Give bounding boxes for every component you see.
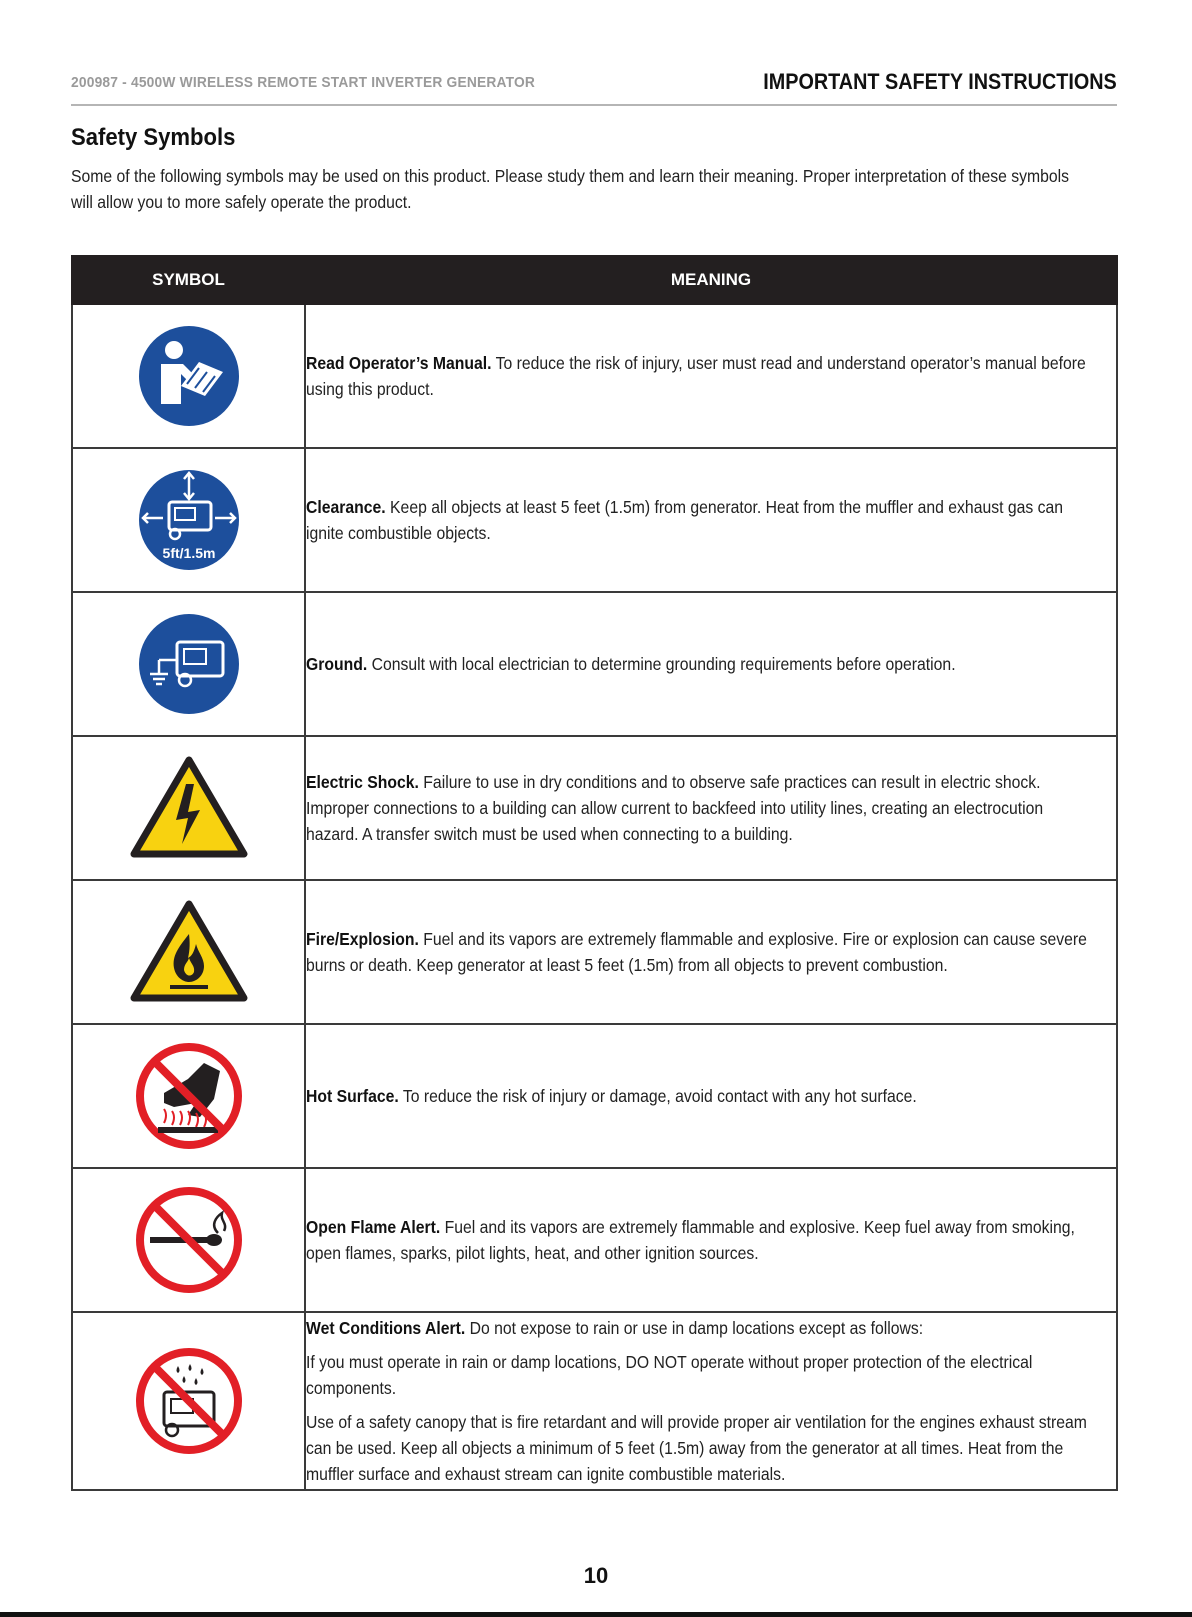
meaning-cell — [305, 1024, 1117, 1168]
page-number: 10 — [583, 1563, 609, 1588]
symbol-cell — [72, 448, 305, 592]
safety-symbols-table — [71, 255, 1118, 1491]
symbol-cell — [72, 304, 305, 448]
meaning-title: Open Flame Alert. — [306, 1217, 441, 1237]
meaning-cell — [305, 736, 1117, 880]
page-title: Safety Symbols — [71, 124, 236, 151]
meaning-paragraph: Use of a safety canopy that is fire retardant and will provide proper air ventilation for the engines exhaust stream can be used. Keep all objects a minimum of 5 feet (1.5m) away from the generator at all times. Heat from the muffler surface and exhaust stream can ignite combustible materials. — [306, 1412, 1087, 1484]
meaning-paragraph: If you must operate in rain or damp locations, DO NOT operate without proper protection of the electrical components. — [306, 1352, 1033, 1398]
table-row — [72, 304, 1117, 448]
meaning-description: Consult with local electrician to determine grounding requirements before operation. — [367, 654, 956, 674]
symbol-cell — [72, 1312, 305, 1490]
clearance-symbol-label: 5ft/1.5m — [162, 545, 215, 561]
table-row — [72, 736, 1117, 880]
symbol-cell — [72, 592, 305, 736]
meaning-title: Ground. — [306, 654, 368, 674]
meaning-title: Wet Conditions Alert. — [306, 1318, 466, 1338]
table-row — [72, 1024, 1117, 1168]
meaning-title: Fire/Explosion. — [306, 929, 419, 949]
meaning-text — [306, 651, 1098, 677]
clearance-icon — [137, 468, 241, 572]
meaning-title: Clearance. — [306, 497, 386, 517]
meaning-text — [306, 1083, 1098, 1109]
meaning-description: Fuel and its vapors are extremely flammable and explosive. Fire or explosion can cause severe burns or death. Keep generator at least 5 feet (1.5m) from all objects to prevent combustion. — [306, 929, 1087, 975]
meaning-description: Fuel and its vapors are extremely flammable and explosive. Keep fuel away from smoking, open flames, sparks, pilot lights, heat, and other ignition sources. — [306, 1217, 1075, 1263]
meaning-cell — [305, 880, 1117, 1024]
meaning-title: Hot Surface. — [306, 1086, 399, 1106]
meaning-text — [306, 769, 1098, 847]
table-header-row — [72, 256, 1117, 304]
read-manual-icon — [137, 324, 241, 428]
symbol-cell — [72, 880, 305, 1024]
symbol-cell — [72, 736, 305, 880]
wet-conditions-icon — [134, 1346, 244, 1456]
column-header-symbol: SYMBOL — [72, 256, 305, 304]
hot-surface-icon — [134, 1041, 244, 1151]
intro-paragraph: Some of the following symbols may be used on this product. Please study them and learn their meaning. Proper interpretation of these symbols will allow you to more safely operate the product. — [71, 166, 1070, 212]
symbol-cell — [72, 1024, 305, 1168]
open-flame-icon — [134, 1185, 244, 1295]
meaning-title: Read Operator’s Manual. — [306, 353, 492, 373]
meaning-description: To reduce the risk of injury, user must read and understand operator’s manual before using this product. — [306, 353, 1086, 399]
table-row — [72, 448, 1117, 592]
electric-shock-icon — [128, 754, 250, 862]
meaning-text — [306, 1315, 1098, 1341]
bottom-divider — [0, 1612, 1192, 1617]
fire-explosion-icon — [128, 898, 250, 1006]
meaning-cell — [305, 592, 1117, 736]
meaning-cell — [305, 1312, 1117, 1490]
meaning-cell — [305, 1168, 1117, 1312]
meaning-description: Failure to use in dry conditions and to observe safe practices can result in electric shock. Improper connections to a building can allow current to backfeed into utility lines, creating an electrocution hazard. A transfer switch must be used when connecting to a building. — [306, 772, 1044, 844]
ground-icon — [137, 612, 241, 716]
column-header-meaning: MEANING — [305, 256, 1117, 304]
section-heading: IMPORTANT SAFETY INSTRUCTIONS — [763, 69, 1117, 94]
meaning-cell — [305, 448, 1117, 592]
meaning-text — [306, 350, 1098, 402]
symbol-cell — [72, 1168, 305, 1312]
table-row — [72, 1312, 1117, 1490]
meaning-text — [306, 926, 1098, 978]
table-row — [72, 592, 1117, 736]
meaning-description: Keep all objects at least 5 feet (1.5m) from generator. Heat from the muffler and exhaust gas can ignite combustible objects. — [306, 497, 1063, 543]
meaning-title: Electric Shock. — [306, 772, 419, 792]
meaning-cell — [305, 304, 1117, 448]
document-id: 200987 - 4500W WIRELESS REMOTE START INVERTER GENERATOR — [71, 74, 536, 91]
meaning-description: Do not expose to rain or use in damp locations except as follows: — [465, 1318, 924, 1338]
table-row — [72, 1168, 1117, 1312]
meaning-text — [306, 494, 1098, 546]
meaning-text — [306, 1214, 1098, 1266]
table-row — [72, 880, 1117, 1024]
meaning-description: To reduce the risk of injury or damage, avoid contact with any hot surface. — [398, 1086, 917, 1106]
page-header — [71, 66, 1117, 106]
